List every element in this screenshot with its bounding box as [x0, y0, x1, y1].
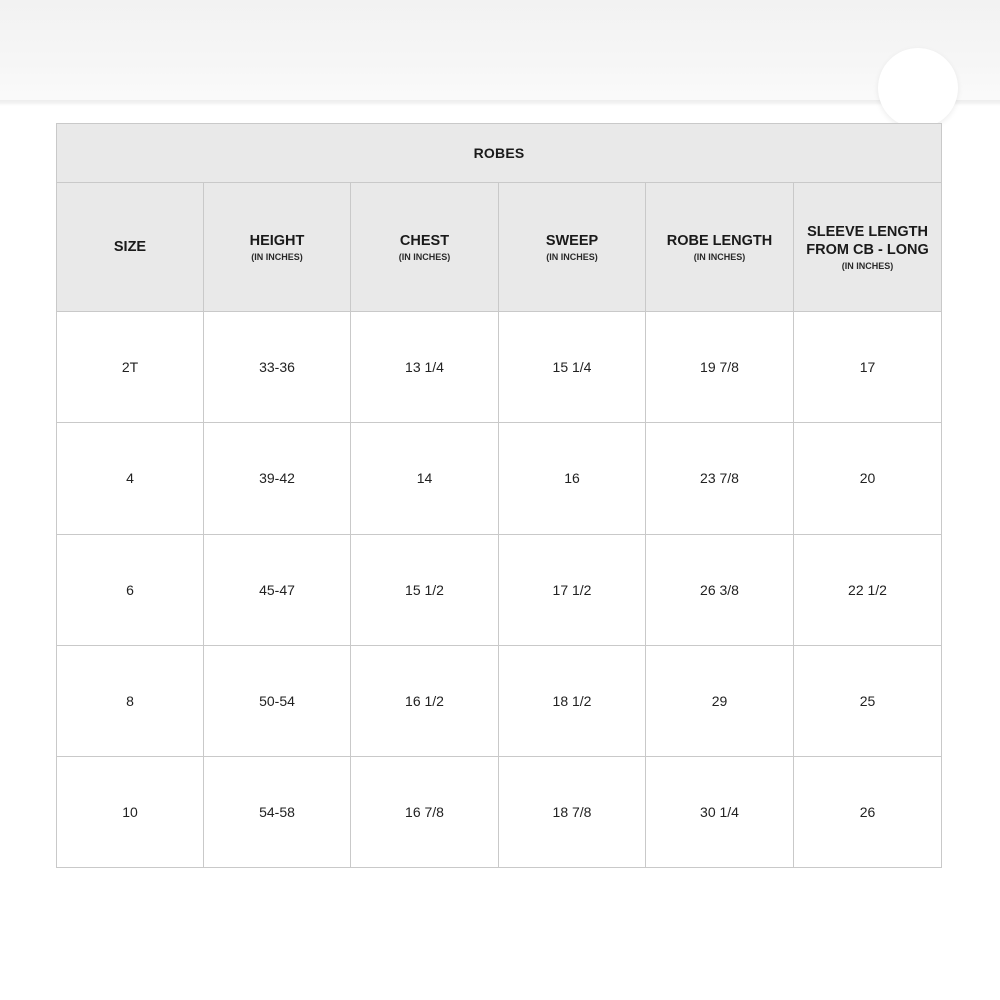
header-row	[57, 183, 942, 312]
table-row	[57, 534, 942, 645]
cell-height: 39-42	[204, 423, 351, 534]
cell-robe-length: 23 7/8	[646, 423, 794, 534]
cell-robe-length: 19 7/8	[646, 312, 794, 423]
cell-height: 33-36	[204, 312, 351, 423]
header-unit: (IN INCHES)	[841, 260, 894, 271]
table-row	[57, 756, 942, 867]
cell-size: 2T	[57, 312, 204, 423]
cell-sleeve-length: 22 1/2	[794, 534, 942, 645]
cell-chest: 13 1/4	[351, 312, 499, 423]
cell-chest: 14	[351, 423, 499, 534]
cell-chest: 15 1/2	[351, 534, 499, 645]
cell-robe-length: 29	[646, 645, 794, 756]
cell-sleeve-length: 25	[794, 645, 942, 756]
cell-chest: 16 7/8	[351, 756, 499, 867]
table-row	[57, 423, 942, 534]
table-row	[57, 312, 942, 423]
header-size	[57, 183, 204, 312]
table-row	[57, 645, 942, 756]
cell-sleeve-length: 20	[794, 423, 942, 534]
header-label: SWEEP	[545, 232, 599, 249]
cell-height: 45-47	[204, 534, 351, 645]
size-chart-table	[56, 123, 942, 868]
header-sleeve-length	[794, 183, 942, 312]
header-label: SIZE	[113, 239, 147, 256]
header-robe-length	[646, 183, 794, 312]
cell-size: 4	[57, 423, 204, 534]
header-label: ROBE LENGTH	[666, 232, 773, 249]
cell-size: 6	[57, 534, 204, 645]
cell-height: 50-54	[204, 645, 351, 756]
cell-chest: 16 1/2	[351, 645, 499, 756]
cell-sweep: 15 1/4	[499, 312, 646, 423]
cell-sleeve-length: 17	[794, 312, 942, 423]
table-title: ROBES	[57, 124, 942, 183]
header-label: HEIGHT	[249, 232, 305, 249]
header-unit: (IN INCHES)	[251, 251, 303, 262]
cell-height: 54-58	[204, 756, 351, 867]
cell-robe-length: 26 3/8	[646, 534, 794, 645]
top-band-shadow	[0, 100, 1000, 106]
cell-size: 10	[57, 756, 204, 867]
header-unit: (IN INCHES)	[693, 251, 746, 262]
header-unit: (IN INCHES)	[546, 251, 598, 262]
header-label: CHEST	[399, 232, 450, 249]
header-unit: (IN INCHES)	[398, 251, 451, 262]
header-sweep	[499, 183, 646, 312]
header-chest	[351, 183, 499, 312]
cell-sweep: 17 1/2	[499, 534, 646, 645]
cell-sweep: 18 1/2	[499, 645, 646, 756]
cell-robe-length: 30 1/4	[646, 756, 794, 867]
title-row	[57, 124, 942, 183]
cell-sweep: 16	[499, 423, 646, 534]
cell-sleeve-length: 26	[794, 756, 942, 867]
header-label: SLEEVE LENGTH FROM CB - LONG	[806, 223, 929, 258]
cell-sweep: 18 7/8	[499, 756, 646, 867]
top-background-band	[0, 0, 1000, 104]
cell-size: 8	[57, 645, 204, 756]
header-height	[204, 183, 351, 312]
corner-circle-shape	[878, 48, 958, 128]
